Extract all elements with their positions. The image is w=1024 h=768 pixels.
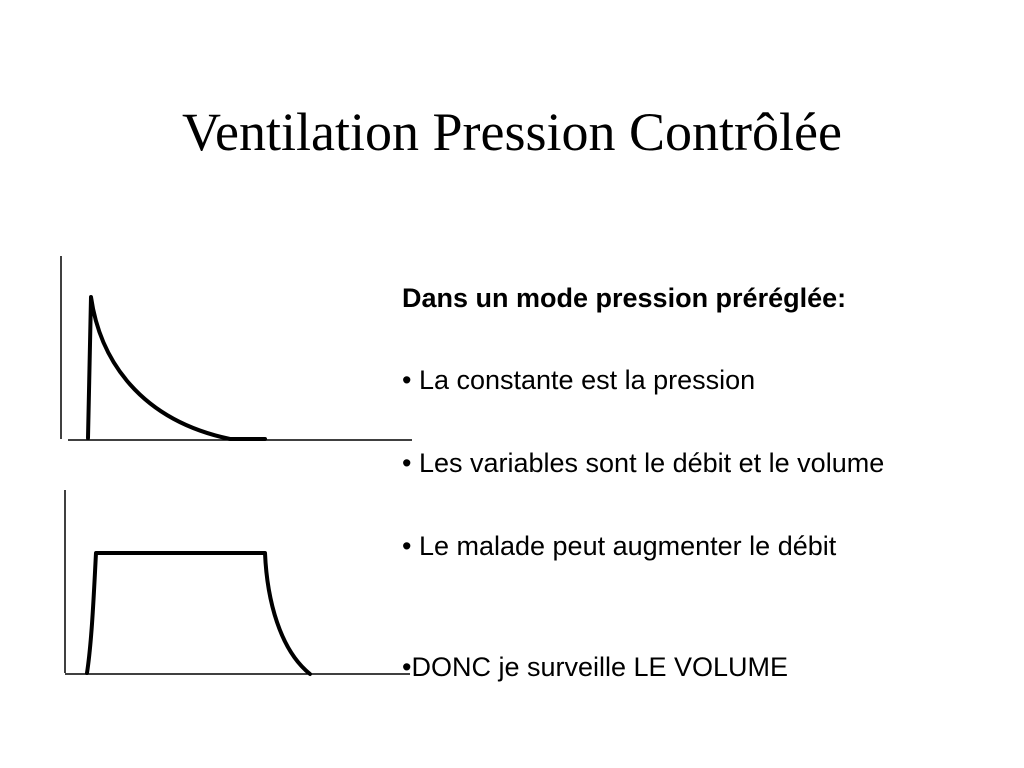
text-block	[402, 0, 1022, 768]
top-graph-decay-curve	[88, 297, 265, 439]
bullet-constant-pressure: • La constante est la pression	[402, 365, 756, 395]
bullet-variables: • Les variables sont le débit et le volume	[402, 448, 885, 478]
slide-title: Ventilation Pression Contrôlée	[182, 102, 842, 162]
bullet-monitor-volume: •DONC je surveille LE VOLUME	[402, 652, 789, 682]
bottom-graph-square-curve	[87, 553, 310, 674]
bullet-patient-flow: • Le malade peut augmenter le débit	[402, 531, 837, 561]
mode-heading: Dans un mode pression préréglée:	[402, 283, 847, 313]
